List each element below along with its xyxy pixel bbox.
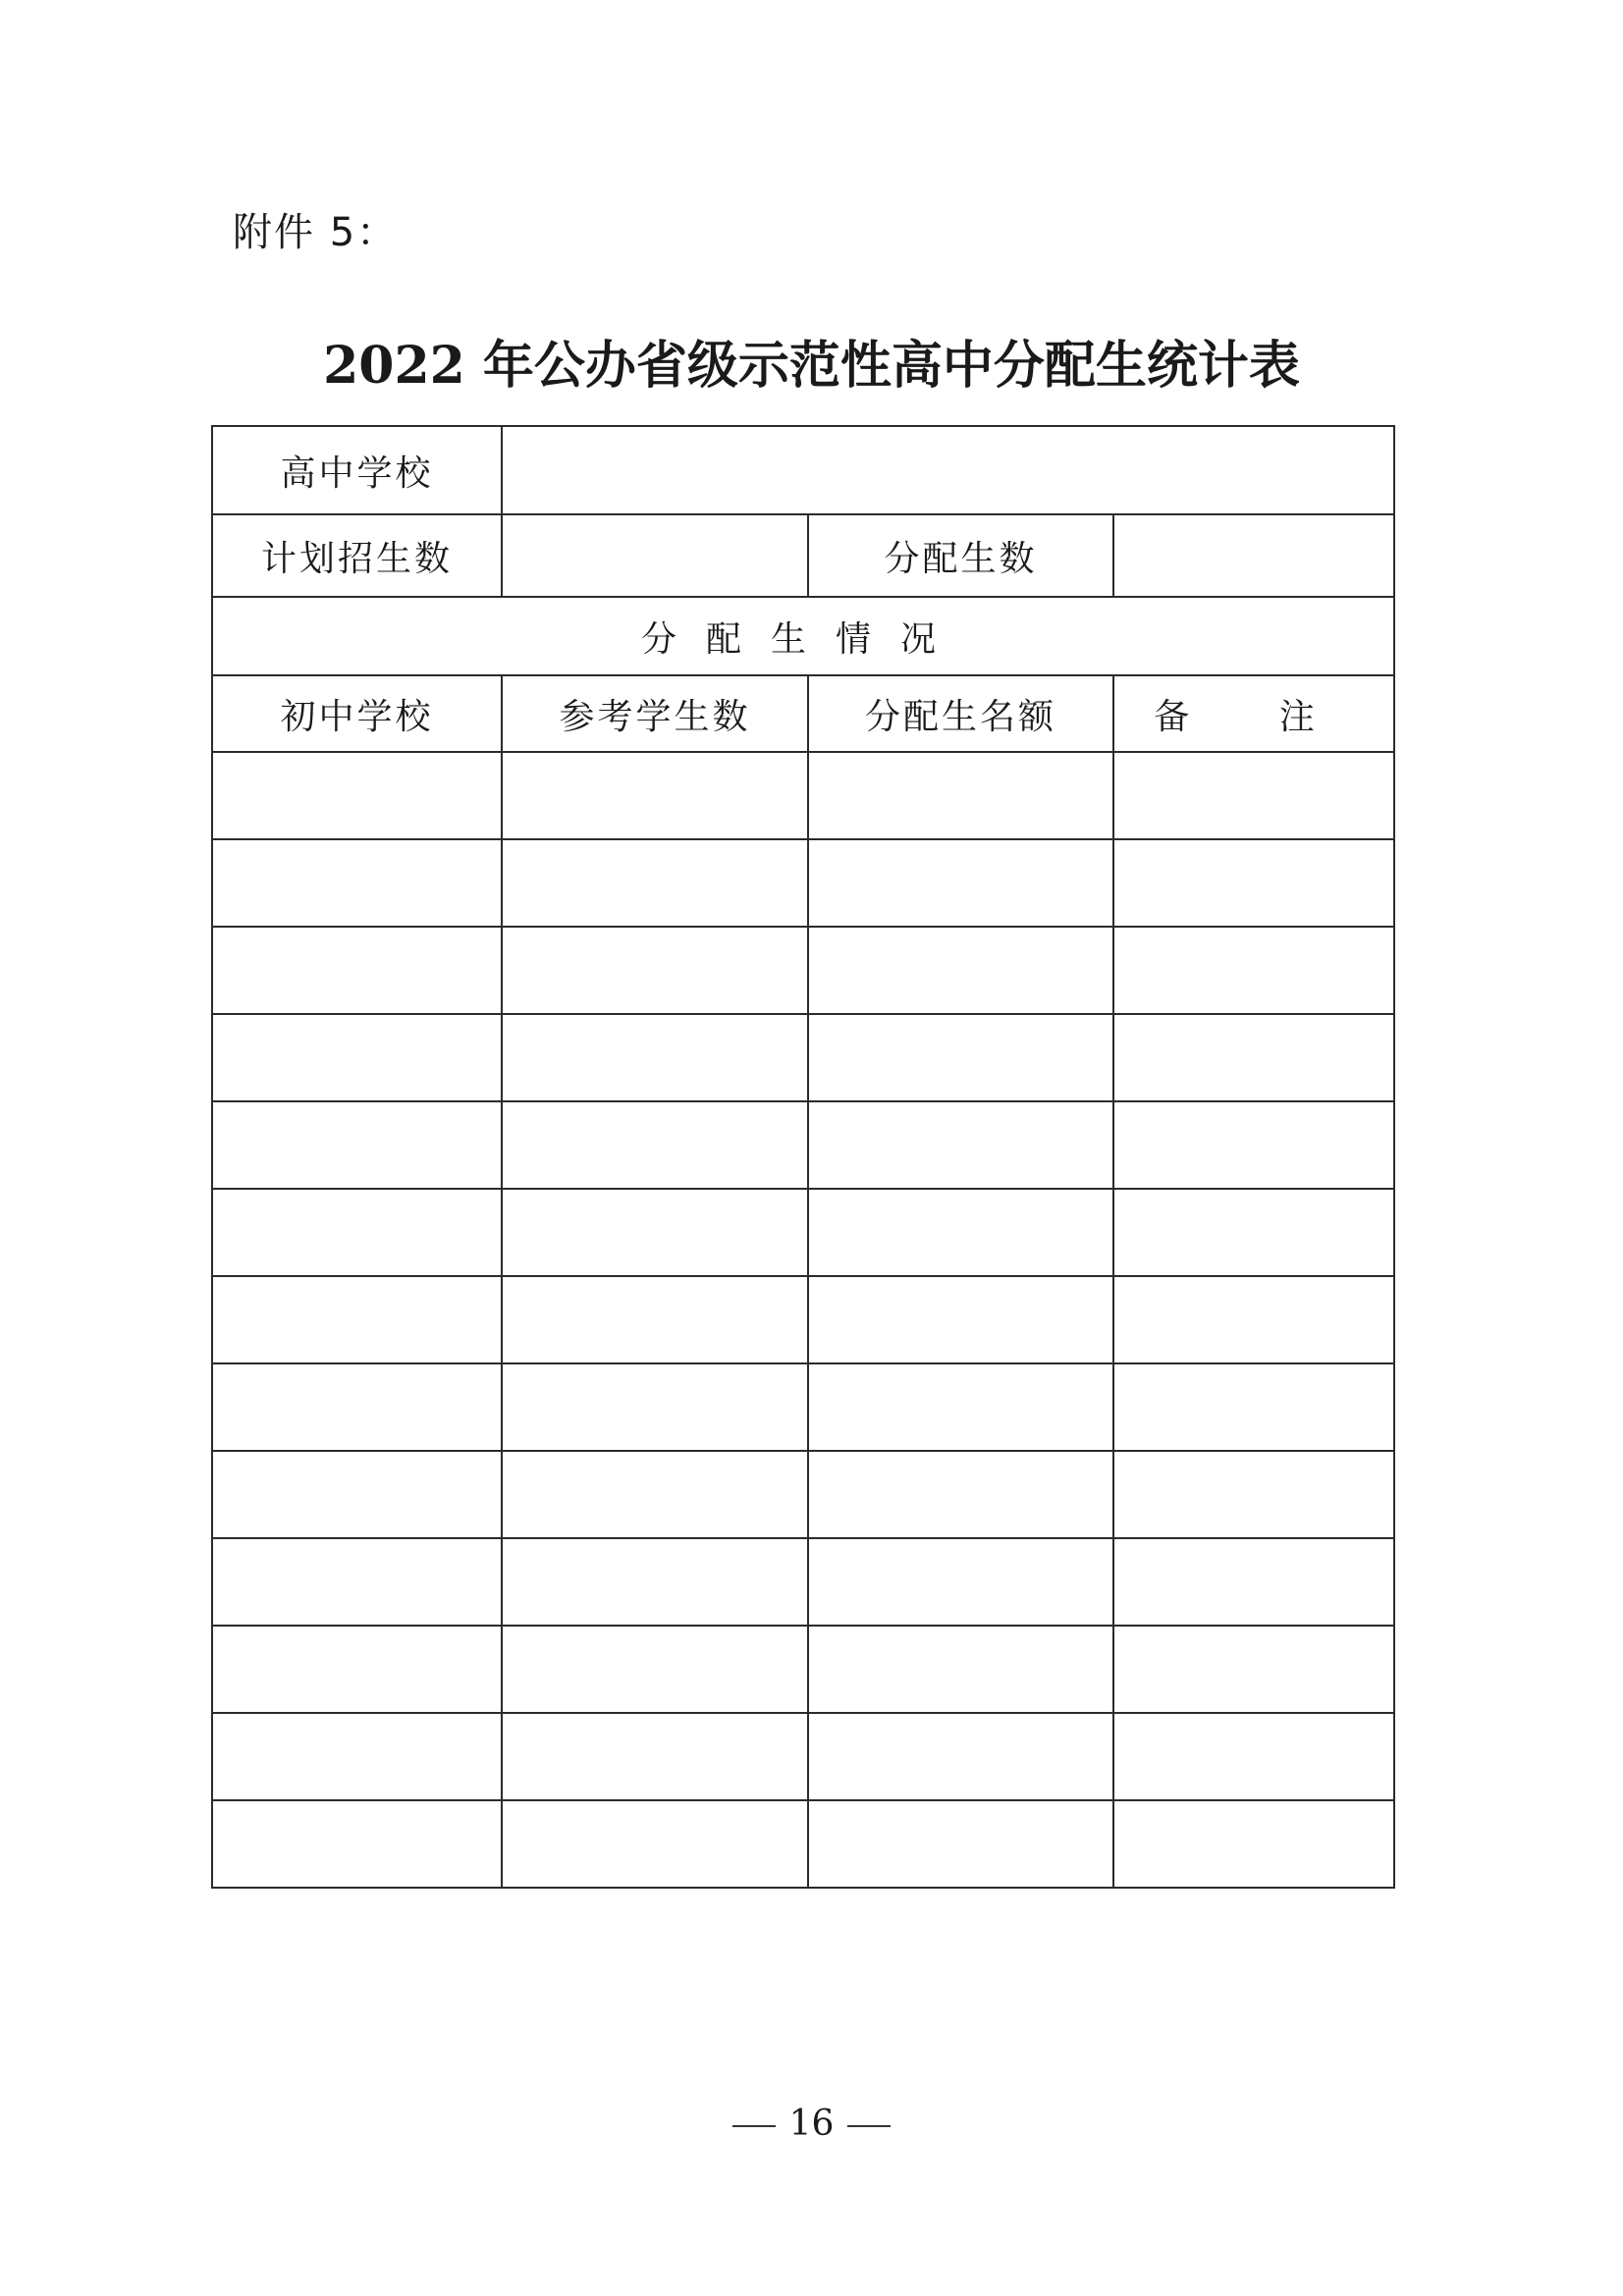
remarks-cell[interactable] (1113, 1014, 1394, 1101)
column-header-exam-students: 参考学生数 (502, 675, 808, 752)
remarks-cell[interactable] (1113, 927, 1394, 1014)
junior-school-cell[interactable] (212, 1101, 502, 1189)
exam-students-cell[interactable] (502, 839, 808, 927)
junior-school-cell[interactable] (212, 927, 502, 1014)
allocation-quota-cell[interactable] (808, 1189, 1113, 1276)
junior-school-cell[interactable] (212, 1014, 502, 1101)
remarks-cell[interactable] (1113, 1101, 1394, 1189)
allocation-quota-cell[interactable] (808, 1363, 1113, 1451)
remarks-cell[interactable] (1113, 752, 1394, 839)
remarks-cell[interactable] (1113, 1713, 1394, 1800)
allocation-quota-cell[interactable] (808, 1451, 1113, 1538)
remarks-cell[interactable] (1113, 1276, 1394, 1363)
junior-school-cell[interactable] (212, 1800, 502, 1888)
table-row (212, 1626, 1394, 1713)
exam-students-cell[interactable] (502, 927, 808, 1014)
document-title: 2022 年公办省级示范性高中分配生统计表 (323, 336, 1300, 396)
allocation-quota-cell[interactable] (808, 927, 1113, 1014)
allocation-quota-cell[interactable] (808, 1713, 1113, 1800)
dash-left (732, 2125, 776, 2127)
remarks-cell[interactable] (1113, 1189, 1394, 1276)
column-header-remarks: 备 注 (1113, 675, 1394, 752)
table-row (212, 1363, 1394, 1451)
exam-students-cell[interactable] (502, 1538, 808, 1626)
column-header-junior-school: 初中学校 (212, 675, 502, 752)
junior-school-cell[interactable] (212, 1713, 502, 1800)
remarks-cell[interactable] (1113, 839, 1394, 927)
attachment-label: 附件 5： (233, 210, 399, 255)
table-row (212, 752, 1394, 839)
exam-students-cell[interactable] (502, 1101, 808, 1189)
remarks-cell[interactable] (1113, 1626, 1394, 1713)
remarks-cell[interactable] (1113, 1363, 1394, 1451)
high-school-row (212, 426, 1394, 514)
section-title: 分配生情况 (212, 597, 1394, 675)
high-school-label: 高中学校 (212, 426, 502, 514)
exam-students-cell[interactable] (502, 1800, 808, 1888)
junior-school-cell[interactable] (212, 1189, 502, 1276)
enrollment-row (212, 514, 1394, 597)
exam-students-cell[interactable] (502, 1363, 808, 1451)
remarks-cell[interactable] (1113, 1451, 1394, 1538)
junior-school-cell[interactable] (212, 1626, 502, 1713)
allocation-quota-cell[interactable] (808, 1101, 1113, 1189)
allocation-quota-cell[interactable] (808, 839, 1113, 927)
planned-enrollment-field[interactable] (502, 514, 808, 597)
exam-students-cell[interactable] (502, 1276, 808, 1363)
exam-students-cell[interactable] (502, 1451, 808, 1538)
allocation-quota-cell[interactable] (808, 1626, 1113, 1713)
table-row (212, 927, 1394, 1014)
exam-students-cell[interactable] (502, 1189, 808, 1276)
junior-school-cell[interactable] (212, 1538, 502, 1626)
table-row (212, 1538, 1394, 1626)
column-header-allocation-quota: 分配生名额 (808, 675, 1113, 752)
junior-school-cell[interactable] (212, 1276, 502, 1363)
remarks-cell[interactable] (1113, 1800, 1394, 1888)
junior-school-cell[interactable] (212, 752, 502, 839)
high-school-field[interactable] (502, 426, 1394, 514)
allocated-count-field[interactable] (1113, 514, 1394, 597)
exam-students-cell[interactable] (502, 752, 808, 839)
table-row (212, 1014, 1394, 1101)
exam-students-cell[interactable] (502, 1014, 808, 1101)
exam-students-cell[interactable] (502, 1713, 808, 1800)
allocated-count-label: 分配生数 (808, 514, 1113, 597)
column-header-row (212, 675, 1394, 752)
table-row (212, 1276, 1394, 1363)
allocation-quota-cell[interactable] (808, 1538, 1113, 1626)
page-number (0, 2104, 1623, 2144)
allocation-quota-cell[interactable] (808, 1800, 1113, 1888)
page-number-value: 16 (788, 2104, 835, 2144)
dash-right (847, 2125, 891, 2127)
planned-enrollment-label: 计划招生数 (212, 514, 502, 597)
allocation-quota-cell[interactable] (808, 1014, 1113, 1101)
exam-students-cell[interactable] (502, 1626, 808, 1713)
allocation-statistics-table (211, 425, 1395, 1889)
table-row (212, 1189, 1394, 1276)
table-row (212, 839, 1394, 927)
table-row (212, 1800, 1394, 1888)
remarks-cell[interactable] (1113, 1538, 1394, 1626)
section-row (212, 597, 1394, 675)
table-row (212, 1713, 1394, 1800)
allocation-quota-cell[interactable] (808, 752, 1113, 839)
junior-school-cell[interactable] (212, 1451, 502, 1538)
allocation-quota-cell[interactable] (808, 1276, 1113, 1363)
table-row (212, 1101, 1394, 1189)
table-row (212, 1451, 1394, 1538)
junior-school-cell[interactable] (212, 1363, 502, 1451)
junior-school-cell[interactable] (212, 839, 502, 927)
